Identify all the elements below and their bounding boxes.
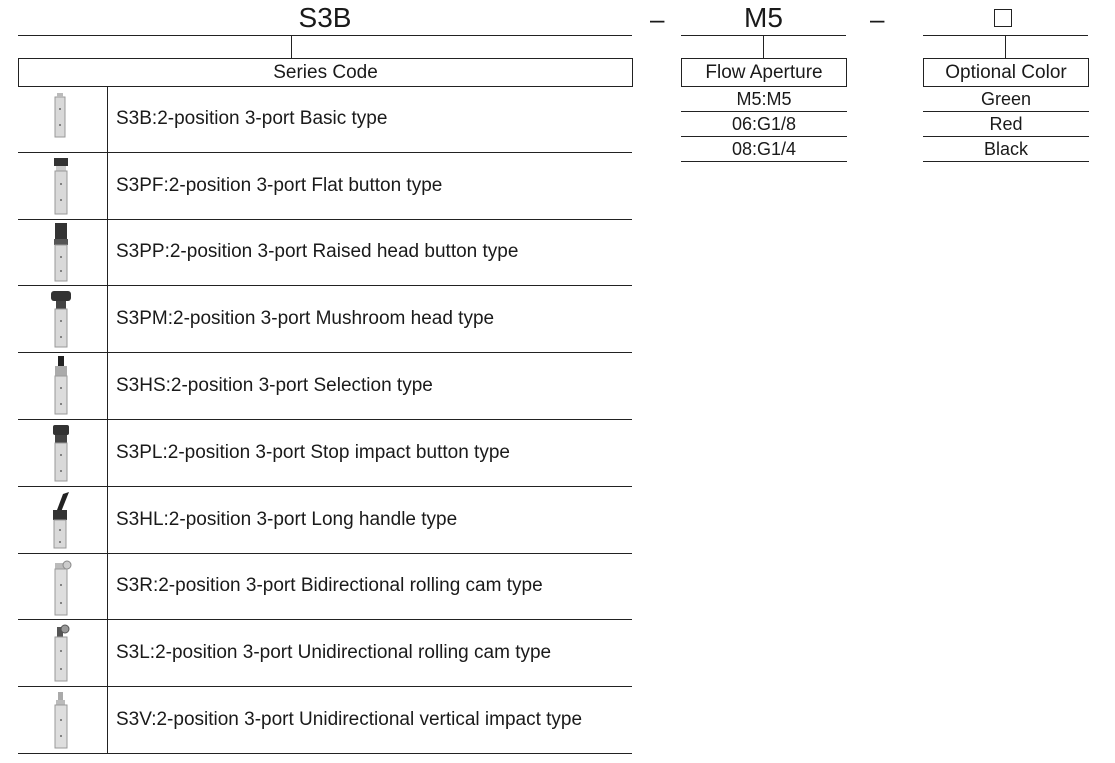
unidirectional-cam-valve-icon (43, 623, 83, 683)
flow-option: 08:G1/4 (681, 137, 847, 162)
optional-color-label: Optional Color (945, 61, 1067, 83)
table-row (18, 220, 632, 287)
table-row (18, 420, 632, 487)
flow-code-title: M5 (744, 2, 783, 33)
series-item-text: S3HS:2-position 3-port Selection type (116, 375, 433, 397)
color-option: Red (923, 112, 1089, 137)
table-row (18, 687, 632, 754)
mushroom-head-valve-icon (43, 289, 83, 349)
color-option: Green (923, 87, 1089, 112)
flow-aperture-label: Flow Aperture (705, 61, 823, 83)
vertical-impact-valve-icon (43, 690, 83, 750)
series-item-text: S3V:2-position 3-port Unidirectional vertical impact type (116, 709, 583, 731)
separator-dash-2: – (870, 4, 885, 34)
color-options-list (923, 87, 1089, 162)
series-item-text: S3PL:2-position 3-port Stop impact button type (116, 441, 510, 463)
flow-option: M5:M5 (681, 87, 847, 112)
color-option: Black (923, 137, 1089, 162)
table-row (18, 153, 632, 220)
raised-button-valve-icon (43, 223, 83, 283)
flow-options-list (681, 87, 847, 162)
series-connector (291, 35, 292, 58)
optional-color-box (923, 58, 1089, 87)
flow-aperture-box (681, 58, 847, 87)
series-item-text: S3B:2-position 3-port Basic type (116, 107, 388, 129)
series-table (18, 86, 632, 754)
stop-button-valve-icon (43, 423, 83, 483)
series-code-title: S3B (298, 2, 352, 33)
selection-valve-icon (43, 356, 83, 416)
long-handle-valve-icon (43, 490, 83, 550)
table-row (18, 86, 632, 153)
empty-square-icon (994, 9, 1012, 27)
series-item-text: S3L:2-position 3-port Unidirectional rolling cam type (116, 642, 552, 664)
table-row (18, 620, 632, 687)
series-item-text: S3R:2-position 3-port Bidirectional rolling cam type (116, 575, 543, 597)
series-code-label: Series Code (273, 61, 378, 83)
series-code-box (18, 58, 633, 87)
flow-option: 06:G1/8 (681, 112, 847, 137)
series-item-text: S3PM:2-position 3-port Mushroom head type (116, 308, 495, 330)
table-row (18, 554, 632, 621)
table-row (18, 487, 632, 554)
series-item-text: S3PF:2-position 3-port Flat button type (116, 174, 443, 196)
series-code-underline (18, 35, 632, 36)
table-row (18, 353, 632, 420)
table-row (18, 286, 632, 353)
flat-button-valve-icon (43, 156, 83, 216)
flow-connector (763, 35, 764, 58)
separator-dash-1: – (650, 4, 665, 34)
series-item-text: S3PP:2-position 3-port Raised head button type (116, 241, 519, 263)
series-item-text: S3HL:2-position 3-port Long handle type (116, 508, 458, 530)
bidirectional-cam-valve-icon (43, 557, 83, 617)
color-connector (1005, 35, 1006, 58)
basic-valve-icon (43, 89, 83, 149)
